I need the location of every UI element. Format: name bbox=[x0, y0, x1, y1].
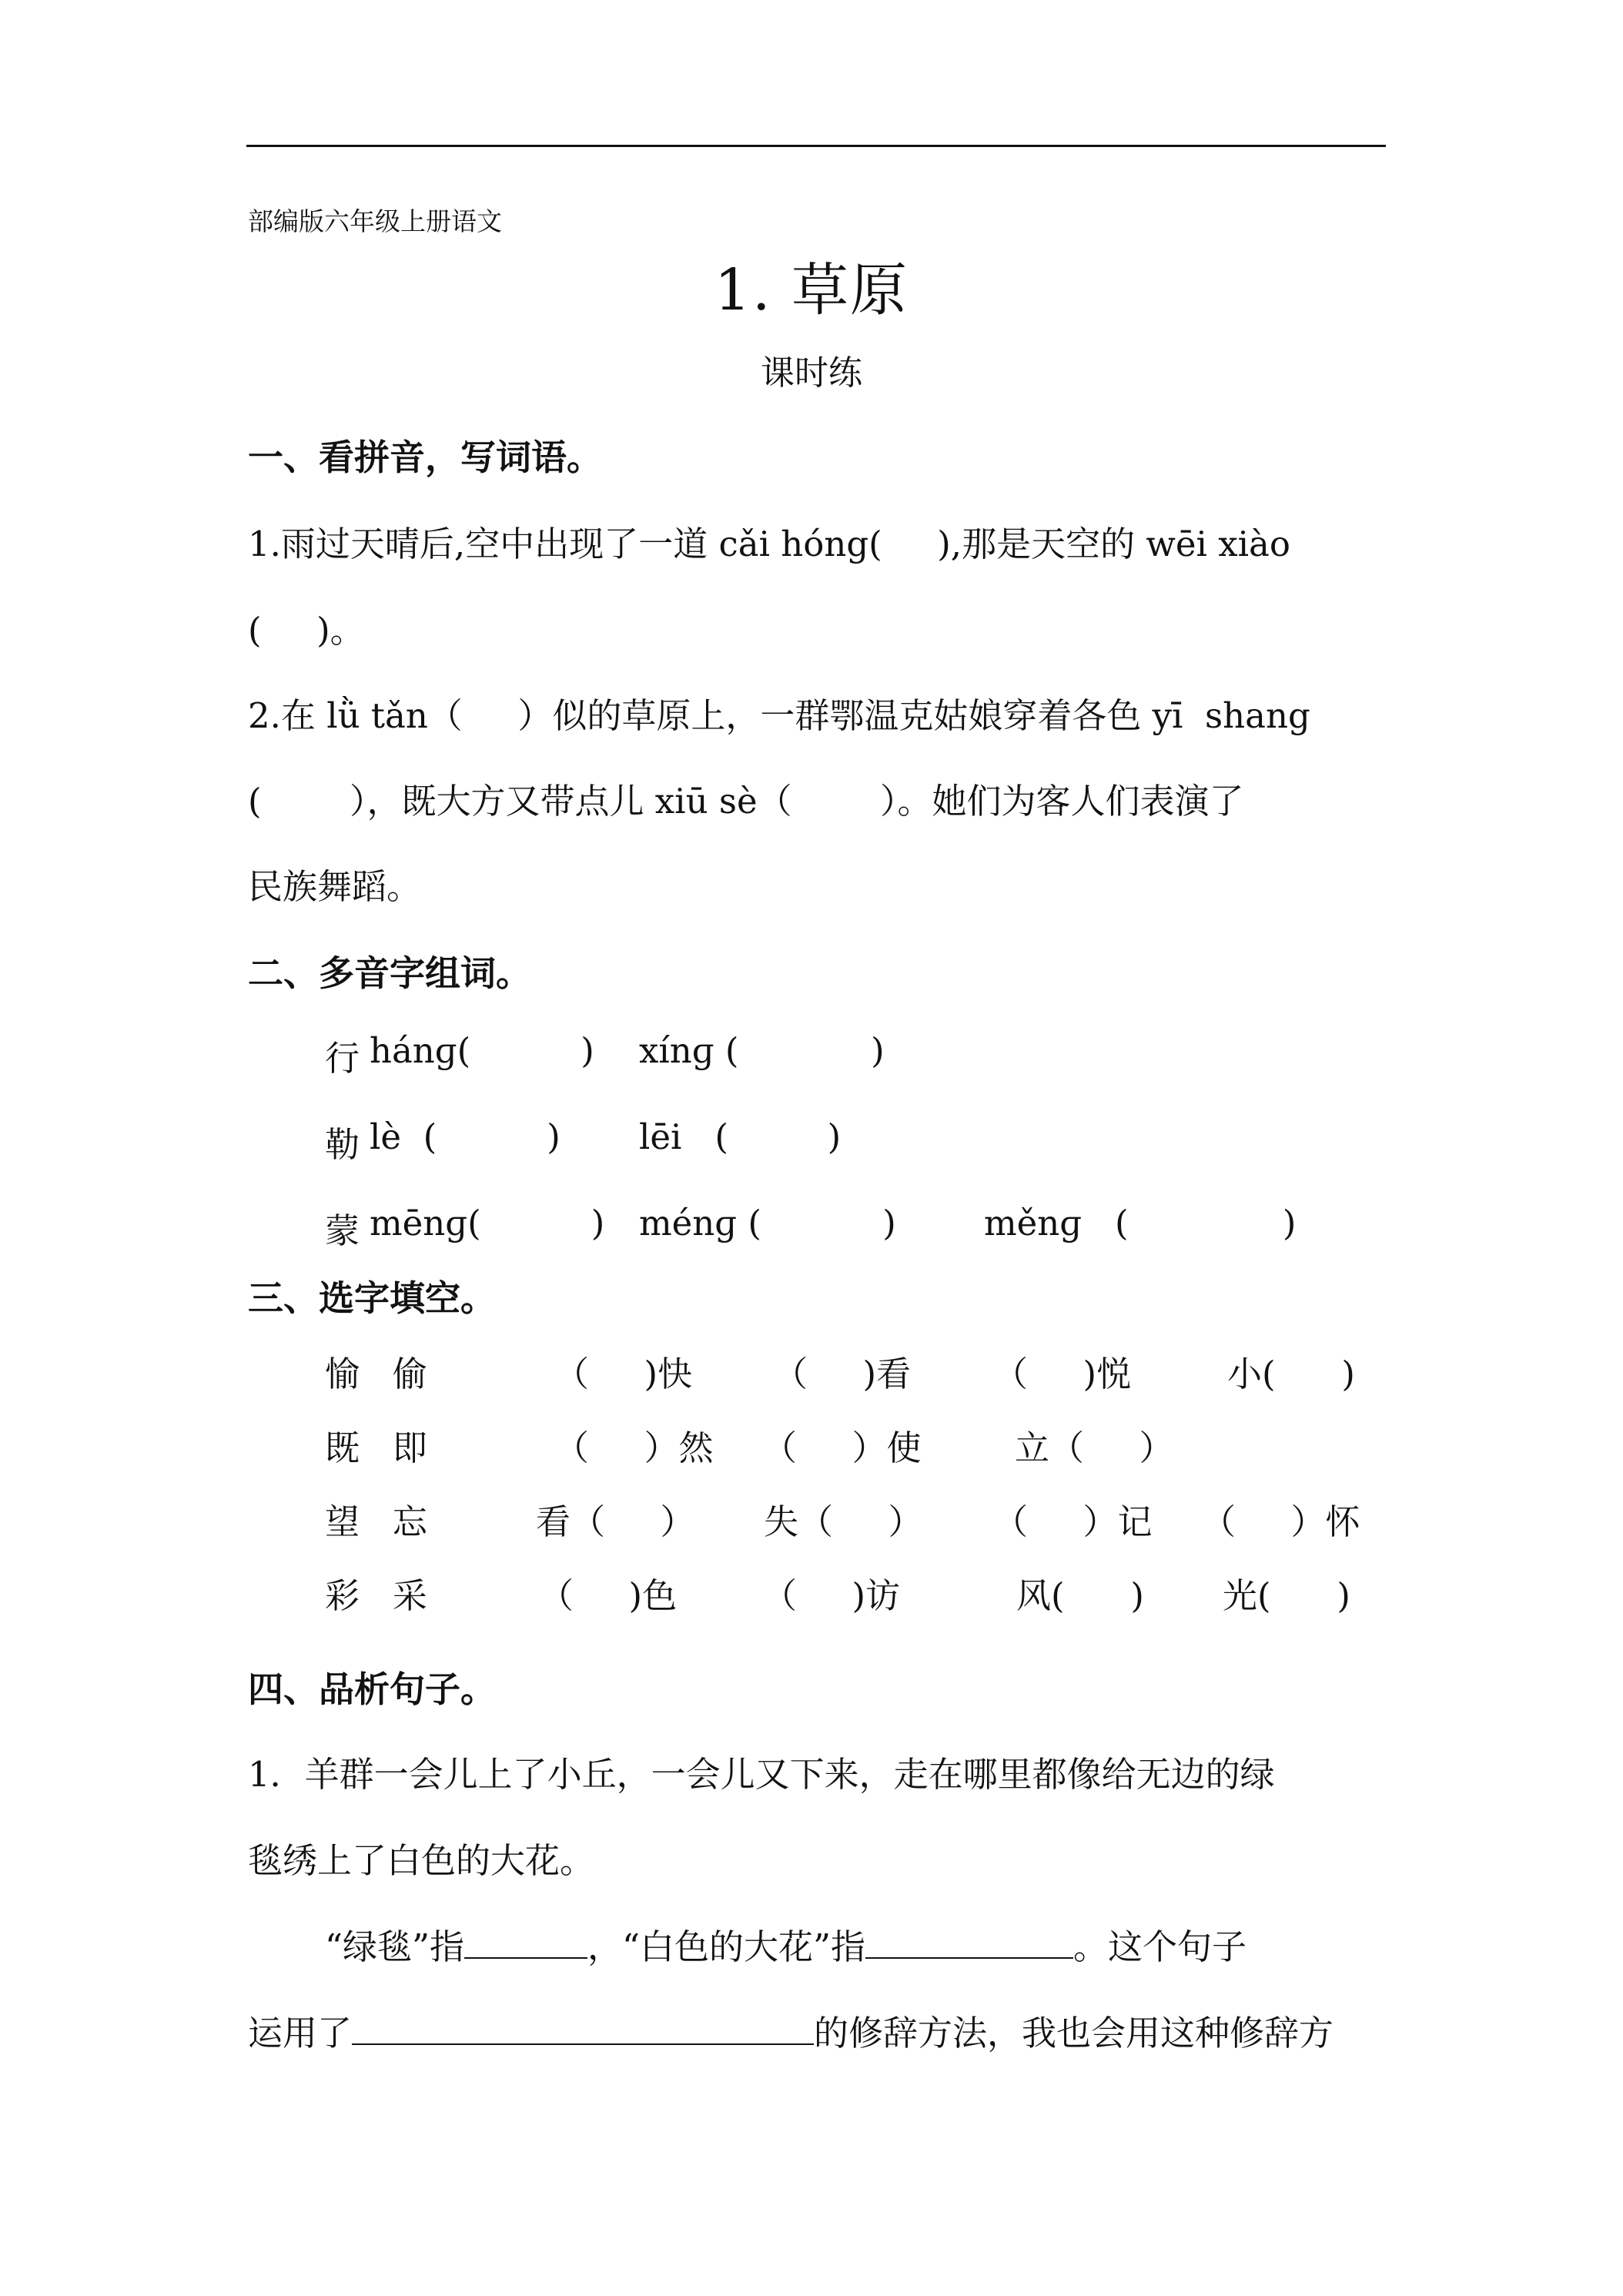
fill-item: （ )悦 bbox=[993, 1354, 1132, 1394]
fill-item: 立（ ） bbox=[1015, 1427, 1174, 1468]
section1-q2-line3: 民族舞蹈。 bbox=[248, 866, 422, 907]
section4-q1-line4 bbox=[248, 2005, 1334, 2055]
polyphone-reading-1: mēnɡ( ) bbox=[370, 1203, 605, 1243]
fill-item: （ ）使 bbox=[762, 1427, 922, 1468]
polyphone-char: 勒 bbox=[325, 1124, 360, 1165]
char-pair: 既 即 bbox=[325, 1427, 427, 1468]
fill-item: （ ）然 bbox=[554, 1427, 714, 1468]
polyphone-char: 蒙 bbox=[325, 1210, 360, 1251]
fill-item: （ )看 bbox=[773, 1354, 912, 1394]
answer-blank[interactable] bbox=[464, 1931, 587, 1959]
fill-item: （ )快 bbox=[554, 1354, 693, 1394]
section4-q1-line4-a: 运用了 bbox=[248, 2013, 353, 2053]
section3-heading: 三、选字填空。 bbox=[248, 1277, 496, 1319]
textbook-label: 部编版六年级上册语文 bbox=[248, 206, 502, 236]
fill-item: （ ）怀 bbox=[1201, 1501, 1360, 1542]
section1-q2-line2: ( ），既大方又带点儿 xiū sè（ ）。她们为客人们表演了 bbox=[248, 781, 1244, 822]
section4-q1-line3 bbox=[325, 1919, 1247, 1969]
section4-q1-line2: 毯绣上了白色的大花。 bbox=[248, 1840, 595, 1881]
section4-q1-line1: 1．羊群一会儿上了小丘，一会儿又下来，走在哪里都像给无边的绿 bbox=[248, 1754, 1275, 1795]
polyphone-char: 行 bbox=[325, 1038, 360, 1079]
section4-q1-line3-b: ，“白色的大花”指 bbox=[587, 1926, 866, 1967]
section1-q1-line1 bbox=[248, 516, 1387, 566]
section1-q1-line1-text: 1.雨过天晴后,空中出现了一道 cǎi hóng( ),那是天空的 wēi xiào bbox=[248, 524, 1290, 564]
section4-q1-line3-a: “绿毯”指 bbox=[325, 1926, 465, 1967]
section1-q1-line2: ( )。 bbox=[248, 610, 365, 651]
polyphone-reading-1: lè ( ) bbox=[370, 1116, 561, 1157]
char-pair: 愉 偷 bbox=[325, 1354, 427, 1394]
section1-q2-line1: 2.在 lǜ tǎn（ ）似的草原上，一群鄂温克姑娘穿着各色 yī shang bbox=[248, 695, 1310, 736]
section4-q1-line4-b: 的修辞方法，我也会用这种修辞方 bbox=[814, 2013, 1334, 2053]
lesson-title: 1. 草原 bbox=[714, 257, 909, 323]
section4-heading: 四、品析句子。 bbox=[248, 1668, 496, 1710]
answer-blank[interactable] bbox=[865, 1931, 1073, 1959]
fill-item: （ )访 bbox=[762, 1575, 901, 1616]
char-pair: 彩 采 bbox=[325, 1575, 427, 1616]
polyphone-reading-3: měnɡ ( ) bbox=[984, 1203, 1297, 1243]
fill-item: 失（ ） bbox=[764, 1501, 923, 1542]
section1-heading: 一、看拼音，写词语。 bbox=[248, 437, 602, 478]
section4-q1-line3-c: 。这个句子 bbox=[1073, 1926, 1247, 1967]
polyphone-reading-2: xínɡ ( ) bbox=[639, 1030, 885, 1071]
polyphone-reading-2: lēi ( ) bbox=[639, 1116, 842, 1157]
fill-item: 光( ) bbox=[1223, 1575, 1350, 1616]
fill-item: 风( ) bbox=[1016, 1575, 1144, 1616]
char-pair: 望 忘 bbox=[325, 1501, 427, 1542]
fill-item: 看（ ） bbox=[536, 1501, 695, 1542]
fill-item: 小( ) bbox=[1227, 1354, 1355, 1394]
section2-heading: 二、多音字组词。 bbox=[248, 952, 531, 994]
polyphone-reading-2: ménɡ ( ) bbox=[639, 1203, 896, 1243]
fill-item: （ )色 bbox=[539, 1575, 678, 1616]
polyphone-reading-1: hánɡ( ) bbox=[370, 1030, 594, 1071]
fill-item: （ ）记 bbox=[993, 1501, 1153, 1542]
lesson-subtitle: 课时练 bbox=[761, 353, 862, 393]
answer-blank[interactable] bbox=[352, 2017, 814, 2045]
header-rule bbox=[246, 145, 1386, 147]
